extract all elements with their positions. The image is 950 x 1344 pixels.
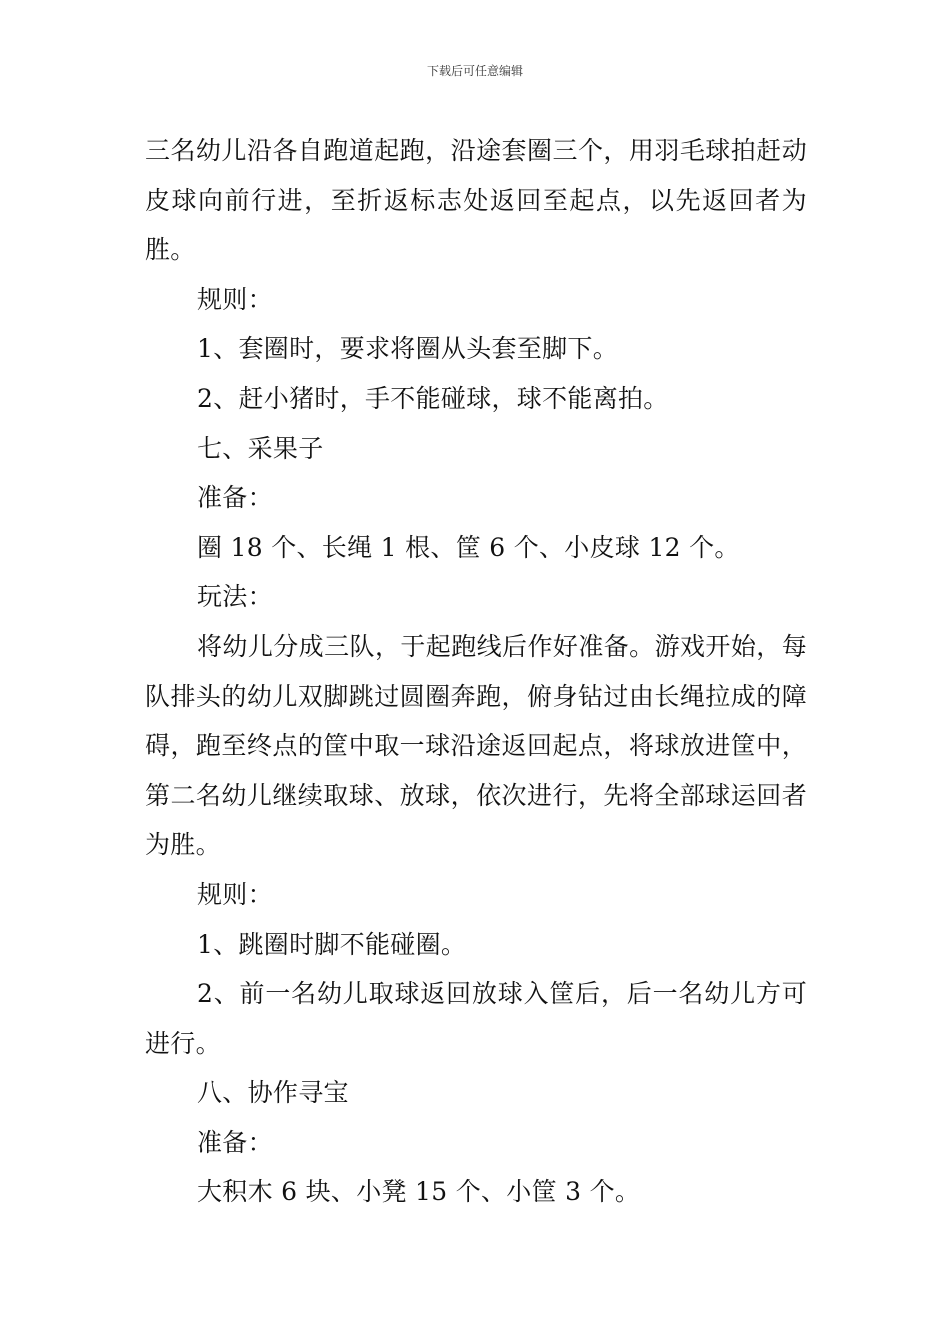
paragraph: 三名幼儿沿各自跑道起跑，沿途套圈三个，用羽毛球拍赶动皮球向前行进，至折返标志处返回至起点，以先返回者为胜。 [145, 136, 807, 265]
document-body [145, 126, 807, 1217]
preparation-list: 大积木 6 块、小凳 15 个、小筐 3 个。 [197, 1177, 641, 1207]
preparation-heading: 准备： [197, 483, 273, 513]
section-heading: 八、协作寻宝 [197, 1078, 349, 1108]
rules-heading: 规则： [197, 284, 273, 314]
page-header-note: 下载后可任意编辑 [426, 64, 523, 78]
rule-item: 1、跳圈时脚不能碰圈。 [197, 929, 467, 959]
paragraph: 将幼儿分成三队，于起跑线后作好准备。游戏开始，每队排头的幼儿双脚跳过圆圈奔跑，俯身钻过由长绳拉成的障碍，跑至终点的筐中取一球沿途返回起点，将球放进筐中，第二名幼儿继续取球、放球，依次进行，先将全部球运回者为胜。 [145, 631, 807, 860]
rule-item: 2、前一名幼儿取球返回放球入筐后，后一名幼儿方可进行。 [145, 979, 807, 1058]
section-heading: 七、采果子 [197, 433, 324, 463]
gameplay-heading: 玩法： [197, 582, 273, 612]
rules-heading: 规则： [197, 879, 273, 909]
preparation-heading: 准备： [197, 1127, 273, 1157]
rule-item: 1、套圈时，要求将圈从头套至脚下。 [197, 334, 619, 364]
preparation-list: 圈 18 个、长绳 1 根、筐 6 个、小皮球 12 个。 [197, 532, 740, 562]
rule-item: 2、赶小猪时，手不能碰球，球不能离拍。 [197, 383, 669, 413]
